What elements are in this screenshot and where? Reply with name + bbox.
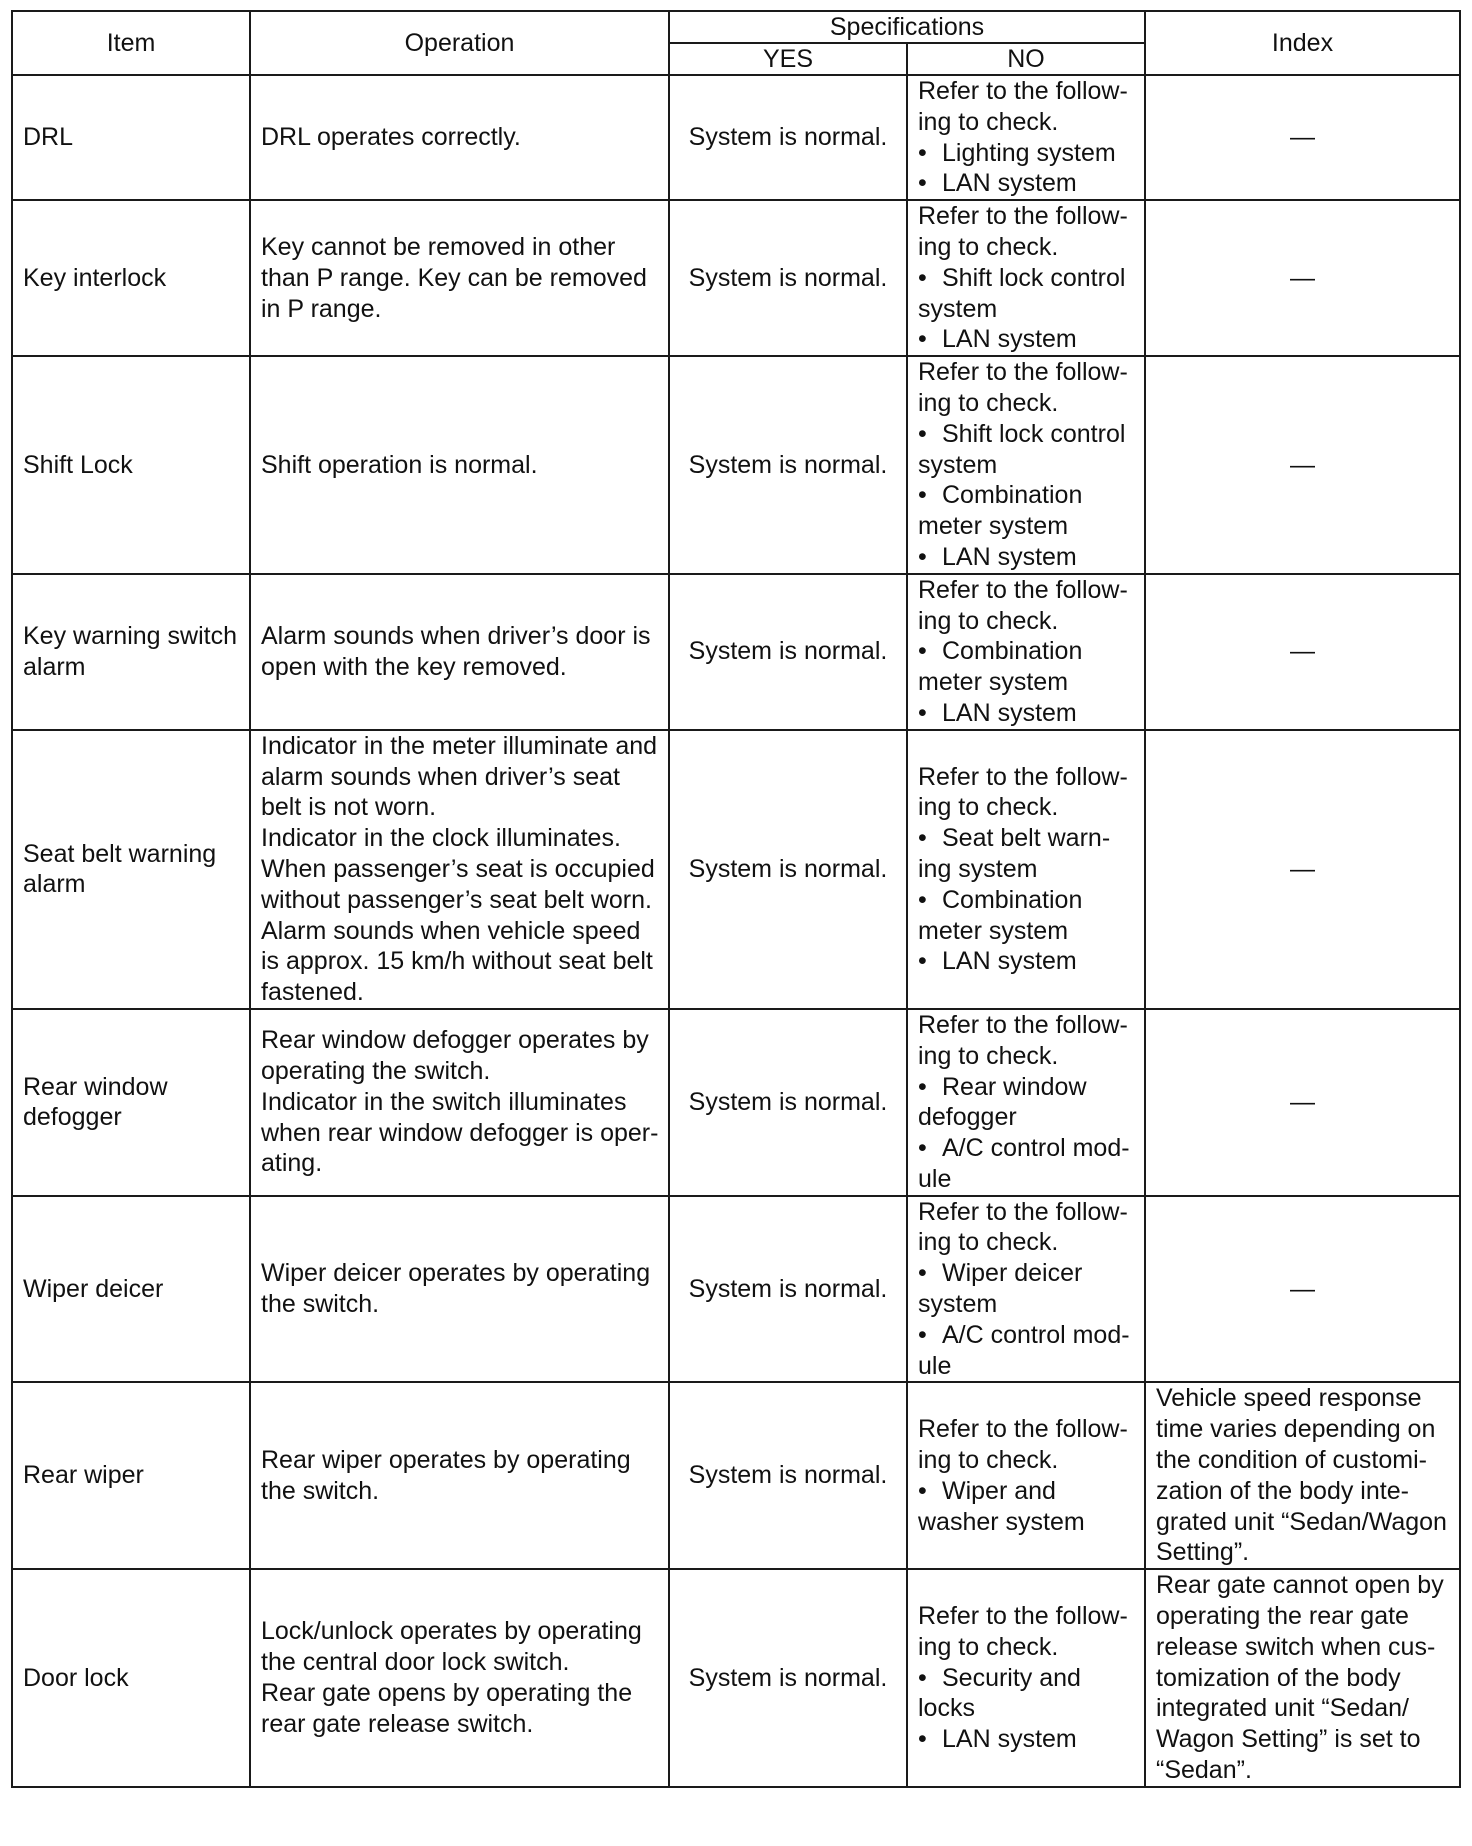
no-line-text: ing to check.	[918, 232, 1059, 261]
no-line-text: Refer to the follow-	[918, 575, 1128, 604]
operation-cell-line: the switch.	[261, 1290, 380, 1319]
bullet-item	[918, 1133, 1134, 1164]
no-line-text: ing to check.	[918, 793, 1059, 822]
index-cell	[1145, 200, 1460, 356]
no-line	[918, 1445, 1134, 1476]
item-cell-line: DRL	[23, 123, 74, 152]
operation-cell-line: Wiper deicer operates by operating	[261, 1259, 651, 1288]
no-line-text: meter system	[918, 512, 1069, 541]
item-cell-line: Door lock	[23, 1663, 129, 1692]
index-cell-line: Setting”.	[1156, 1538, 1250, 1567]
bullet-item	[918, 168, 1134, 199]
item-cell-line: Shift Lock	[23, 450, 133, 479]
bullet-item	[918, 946, 1134, 977]
no-line-text: meter system	[918, 916, 1069, 945]
operation-cell-line: Indicator in the clock illuminates.	[261, 824, 621, 853]
no-line-text: ing to check.	[918, 107, 1059, 136]
bullet-icon: •	[918, 698, 927, 727]
no-cell	[907, 1569, 1145, 1787]
bullet-icon: •	[918, 481, 927, 510]
operation-cell-line: Lock/unlock operates by operating	[261, 1617, 642, 1646]
table-row	[12, 75, 1460, 200]
bullet-item	[918, 1476, 1134, 1507]
index-cell-line: —	[1290, 263, 1315, 292]
table-row	[12, 356, 1460, 574]
no-line	[918, 1197, 1134, 1228]
yes-cell: System is normal.	[669, 75, 907, 200]
operation-cell-line: Rear gate opens by operating the	[261, 1679, 633, 1708]
index-cell-line: grated unit “Sedan/Wagon	[1156, 1507, 1447, 1536]
no-line	[918, 1601, 1134, 1632]
table-row	[12, 1382, 1460, 1569]
item-cell-line: alarm	[23, 652, 86, 681]
item-cell	[12, 356, 250, 574]
header-index: Index	[1145, 11, 1460, 75]
operation-cell	[250, 1569, 669, 1787]
index-cell-line: operating the rear gate	[1156, 1602, 1409, 1631]
bullet-icon: •	[918, 1320, 927, 1349]
item-cell	[12, 1569, 250, 1787]
bullet-icon: •	[918, 263, 927, 292]
no-line-text: ing to check.	[918, 388, 1059, 417]
index-cell	[1145, 356, 1460, 574]
no-line-text: ing to check.	[918, 1228, 1059, 1257]
item-cell	[12, 730, 250, 1009]
index-cell	[1145, 1009, 1460, 1196]
no-line	[918, 388, 1134, 419]
no-line-text: LAN system	[942, 325, 1077, 354]
no-line-text: ing to check.	[918, 1632, 1059, 1661]
no-line-text: LAN system	[942, 542, 1077, 571]
no-line	[918, 1102, 1134, 1133]
no-line-text: Shift lock control	[942, 263, 1126, 292]
no-line-text: washer system	[918, 1507, 1085, 1536]
bullet-icon: •	[918, 637, 927, 666]
no-line	[918, 1227, 1134, 1258]
no-cell	[907, 1382, 1145, 1569]
no-line	[918, 667, 1134, 698]
no-cell	[907, 75, 1145, 200]
bullet-icon: •	[918, 325, 927, 354]
bullet-item	[918, 138, 1134, 169]
table-row	[12, 1009, 1460, 1196]
bullet-item	[918, 1258, 1134, 1289]
index-cell-line: time varies depending on	[1156, 1415, 1436, 1444]
no-line	[918, 201, 1134, 232]
bullet-icon: •	[918, 419, 927, 448]
no-line-text: ule	[918, 1164, 952, 1193]
no-line-text: defogger	[918, 1103, 1017, 1132]
bullet-item	[918, 885, 1134, 916]
index-cell-line: release switch when cus-	[1156, 1632, 1436, 1661]
item-cell-line: Seat belt warning	[23, 839, 217, 868]
no-cell	[907, 1009, 1145, 1196]
item-cell-line: Wiper deicer	[23, 1274, 164, 1303]
no-line	[918, 76, 1134, 107]
no-line	[918, 1632, 1134, 1663]
no-line-text: Refer to the follow-	[918, 1010, 1128, 1039]
operation-cell-line: fastened.	[261, 978, 364, 1007]
header-specifications: Specifications	[669, 11, 1145, 43]
bullet-icon: •	[918, 824, 927, 853]
bullet-item	[918, 1072, 1134, 1103]
table-row	[12, 730, 1460, 1009]
no-line-text: system	[918, 294, 998, 323]
index-cell	[1145, 574, 1460, 730]
no-line-text: Wiper deicer	[942, 1259, 1083, 1288]
index-cell	[1145, 730, 1460, 1009]
operation-cell	[250, 1009, 669, 1196]
table-row	[12, 200, 1460, 356]
index-cell-line: —	[1290, 123, 1315, 152]
operation-cell-line: DRL operates correctly.	[261, 123, 521, 152]
no-line-text: ing to check.	[918, 1446, 1059, 1475]
table-body	[12, 75, 1460, 1787]
bullet-icon: •	[918, 1134, 927, 1163]
operation-cell-line: alarm sounds when driver’s seat	[261, 762, 620, 791]
no-line-text: LAN system	[942, 698, 1077, 727]
index-cell-line: —	[1290, 1274, 1315, 1303]
bullet-icon: •	[918, 1663, 927, 1692]
no-line	[918, 1041, 1134, 1072]
no-line-text: ule	[918, 1351, 952, 1380]
index-cell	[1145, 1382, 1460, 1569]
operation-cell-line: Rear window defogger operates by	[261, 1026, 649, 1055]
table-row	[12, 1196, 1460, 1383]
item-cell-line: Key warning switch	[23, 621, 237, 650]
item-cell-line: Key interlock	[23, 263, 167, 292]
no-line-text: meter system	[918, 668, 1069, 697]
no-line	[918, 1693, 1134, 1724]
operation-cell-line: the central door lock switch.	[261, 1648, 570, 1677]
item-cell	[12, 1196, 250, 1383]
no-line-text: Refer to the follow-	[918, 1197, 1128, 1226]
bullet-icon: •	[918, 885, 927, 914]
operation-cell	[250, 356, 669, 574]
bullet-item	[918, 636, 1134, 667]
no-line-text: ing system	[918, 854, 1038, 883]
bullet-item	[918, 1724, 1134, 1755]
no-line-text: Refer to the follow-	[918, 358, 1128, 387]
no-line-text: Combination	[942, 637, 1083, 666]
index-cell-line: the condition of customi-	[1156, 1446, 1427, 1475]
operation-cell-line: the switch.	[261, 1476, 380, 1505]
no-cell	[907, 356, 1145, 574]
no-line-text: locks	[918, 1694, 975, 1723]
no-line-text: Security and	[942, 1663, 1081, 1692]
operation-cell-line: when rear window defogger is oper-	[261, 1118, 659, 1147]
header-no: NO	[907, 43, 1145, 75]
bullet-icon: •	[918, 138, 927, 167]
operation-cell-line: Alarm sounds when vehicle speed	[261, 916, 641, 945]
operation-cell-line: Key cannot be removed in other	[261, 232, 616, 261]
operation-cell	[250, 1382, 669, 1569]
no-line	[918, 1010, 1134, 1041]
yes-cell: System is normal.	[669, 730, 907, 1009]
operation-cell-line: Indicator in the switch illuminates	[261, 1087, 627, 1116]
no-line	[918, 762, 1134, 793]
item-cell-line: Rear window	[23, 1072, 168, 1101]
no-cell	[907, 1196, 1145, 1383]
index-cell-line: Wagon Setting” is set to	[1156, 1725, 1421, 1754]
bullet-item	[918, 324, 1134, 355]
no-line	[918, 511, 1134, 542]
no-line-text: Refer to the follow-	[918, 202, 1128, 231]
operation-cell-line: rear gate release switch.	[261, 1709, 534, 1738]
no-line	[918, 450, 1134, 481]
operation-cell-line: ating.	[261, 1149, 323, 1178]
no-line-text: LAN system	[942, 1725, 1077, 1754]
item-cell-line: defogger	[23, 1103, 122, 1132]
no-line	[918, 575, 1134, 606]
bullet-item	[918, 263, 1134, 294]
header-yes: YES	[669, 43, 907, 75]
no-line-text: A/C control mod-	[942, 1320, 1130, 1349]
index-cell-line: —	[1290, 854, 1315, 883]
bullet-item	[918, 1320, 1134, 1351]
no-line	[918, 1414, 1134, 1445]
no-line-text: Refer to the follow-	[918, 1415, 1128, 1444]
item-cell-line: Rear wiper	[23, 1461, 144, 1490]
no-line-text: system	[918, 450, 998, 479]
no-line	[918, 854, 1134, 885]
yes-cell: System is normal.	[669, 200, 907, 356]
no-line	[918, 1507, 1134, 1538]
yes-cell: System is normal.	[669, 1009, 907, 1196]
operation-cell	[250, 1196, 669, 1383]
no-line	[918, 1351, 1134, 1382]
yes-cell: System is normal.	[669, 1382, 907, 1569]
yes-cell: System is normal.	[669, 356, 907, 574]
item-cell	[12, 574, 250, 730]
no-line	[918, 916, 1134, 947]
yes-cell: System is normal.	[669, 1569, 907, 1787]
operation-cell-line: Alarm sounds when driver’s door is	[261, 621, 651, 650]
no-line	[918, 107, 1134, 138]
bullet-icon: •	[918, 1259, 927, 1288]
no-line	[918, 1289, 1134, 1320]
specifications-table	[11, 10, 1461, 1788]
header-item: Item	[12, 11, 250, 75]
index-cell-line: zation of the body inte-	[1156, 1476, 1409, 1505]
no-line	[918, 357, 1134, 388]
bullet-icon: •	[918, 1072, 927, 1101]
no-line-text: LAN system	[942, 169, 1077, 198]
bullet-icon: •	[918, 542, 927, 571]
index-cell	[1145, 75, 1460, 200]
no-line	[918, 606, 1134, 637]
no-cell	[907, 200, 1145, 356]
no-line	[918, 232, 1134, 263]
operation-cell-line: Shift operation is normal.	[261, 450, 538, 479]
operation-cell	[250, 574, 669, 730]
operation-cell-line: than P range. Key can be removed	[261, 263, 647, 292]
no-line-text: A/C control mod-	[942, 1134, 1130, 1163]
operation-cell-line: is approx. 15 km/h without seat belt	[261, 947, 653, 976]
no-line	[918, 1164, 1134, 1195]
no-line-text: Seat belt warn-	[942, 824, 1111, 853]
bullet-item	[918, 419, 1134, 450]
bullet-icon: •	[918, 947, 927, 976]
operation-cell	[250, 75, 669, 200]
operation-cell-line: in P range.	[261, 294, 382, 323]
no-line-text: Refer to the follow-	[918, 77, 1128, 105]
no-line-text: ing to check.	[918, 1041, 1059, 1070]
operation-cell-line: belt is not worn.	[261, 793, 437, 822]
operation-cell-line: without passenger’s seat belt worn.	[261, 885, 652, 914]
item-cell	[12, 200, 250, 356]
yes-cell: System is normal.	[669, 574, 907, 730]
table-row	[12, 1569, 1460, 1787]
no-line-text: Combination	[942, 481, 1083, 510]
bullet-item	[918, 542, 1134, 573]
no-line-text: system	[918, 1290, 998, 1319]
bullet-icon: •	[918, 169, 927, 198]
index-cell	[1145, 1569, 1460, 1787]
index-cell-line: tomization of the body	[1156, 1663, 1401, 1692]
operation-cell-line: Indicator in the meter illuminate and	[261, 731, 658, 760]
item-cell	[12, 75, 250, 200]
no-line-text: Refer to the follow-	[918, 1602, 1128, 1631]
no-line-text: Lighting system	[942, 138, 1116, 167]
no-line	[918, 294, 1134, 325]
operation-cell-line: Rear wiper operates by operating	[261, 1446, 631, 1475]
no-cell	[907, 730, 1145, 1009]
no-line-text: Rear window	[942, 1072, 1087, 1101]
bullet-icon: •	[918, 1725, 927, 1754]
item-cell	[12, 1382, 250, 1569]
header-operation: Operation	[250, 11, 669, 75]
no-cell	[907, 574, 1145, 730]
item-cell	[12, 1009, 250, 1196]
table-row	[12, 574, 1460, 730]
no-line	[918, 792, 1134, 823]
index-cell-line: “Sedan”.	[1156, 1756, 1252, 1785]
operation-cell-line: operating the switch.	[261, 1057, 491, 1086]
no-line-text: Wiper and	[942, 1476, 1056, 1505]
no-line-text: Refer to the follow-	[918, 762, 1128, 791]
index-cell-line: —	[1290, 637, 1315, 666]
index-cell	[1145, 1196, 1460, 1383]
item-cell-line: alarm	[23, 870, 86, 899]
operation-cell	[250, 730, 669, 1009]
index-cell-line: Rear gate cannot open by	[1156, 1571, 1444, 1600]
index-cell-line: Vehicle speed response	[1156, 1384, 1422, 1413]
no-line-text: Shift lock control	[942, 419, 1126, 448]
bullet-item	[918, 1663, 1134, 1694]
bullet-item	[918, 823, 1134, 854]
operation-cell	[250, 200, 669, 356]
yes-cell: System is normal.	[669, 1196, 907, 1383]
no-line-text: ing to check.	[918, 606, 1059, 635]
bullet-item	[918, 480, 1134, 511]
no-line-text: LAN system	[942, 947, 1077, 976]
index-cell-line: —	[1290, 450, 1315, 479]
index-cell-line: —	[1290, 1087, 1315, 1116]
bullet-icon: •	[918, 1476, 927, 1505]
bullet-item	[918, 698, 1134, 729]
no-line-text: Combination	[942, 885, 1083, 914]
operation-cell-line: open with the key removed.	[261, 652, 567, 681]
operation-cell-line: When passenger’s seat is occupied	[261, 854, 655, 883]
index-cell-line: integrated unit “Sedan/	[1156, 1694, 1409, 1723]
